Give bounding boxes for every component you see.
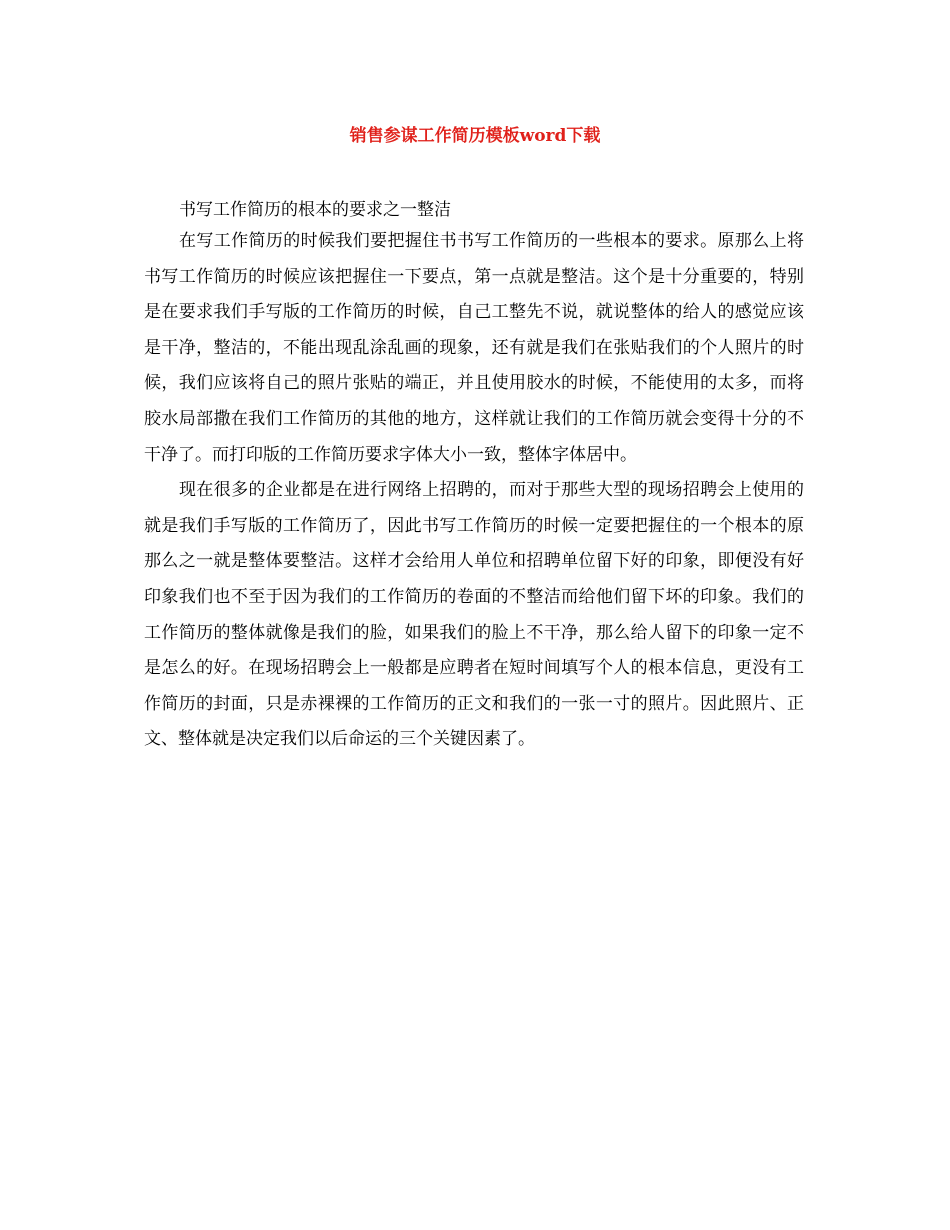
- document-body: [144, 196, 804, 758]
- body-paragraph-1: 在写工作简历的时候我们要把握住书书写工作简历的一些根本的要求。原那么上将书写工作简历的时候应该把握住一下要点，第一点就是整洁。这个是十分重要的，特别是在要求我们手写版的工作简历的时候，自己工整先不说，就说整体的给人的感觉应该是干净，整洁的，不能出现乱涂乱画的现象，还有就是我们在张贴我们的个人照片的时候，我们应该将自己的照片张贴的端正，并且使用胶水的时候，不能使用的太多，而将胶水局部撒在我们工作简历的其他的地方，这样就让我们的工作简历就会变得十分的不干净了。而打印版的工作简历要求字体大小一致，整体字体居中。: [144, 231, 804, 465]
- body-paragraph-2: 现在很多的企业都是在进行网络上招聘的，而对于那些大型的现场招聘会上使用的就是我们手写版的工作简历了，因此书写工作简历的时候一定要把握住的一个根本的原那么之一就是整体要整洁。这样才会给用人单位和招聘单位留下好的印象，即便没有好印象我们也不至于因为我们的工作简历的卷面的不整洁而给他们留下坏的印象。我们的工作简历的整体就像是我们的脸，如果我们的脸上不干净，那么给人留下的印象一定不是怎么的好。在现场招聘会上一般都是应聘者在短时间填写个人的根本信息，更没有工作简历的封面，只是赤裸裸的工作简历的正文和我们的一张一寸的照片。因此照片、正文、整体就是决定我们以后命运的三个关键因素了。: [144, 480, 804, 750]
- section-subheading: 书写工作简历的根本的要求之一整洁: [179, 200, 451, 220]
- document-title: 销售参谋工作简历模板word下载: [349, 126, 601, 146]
